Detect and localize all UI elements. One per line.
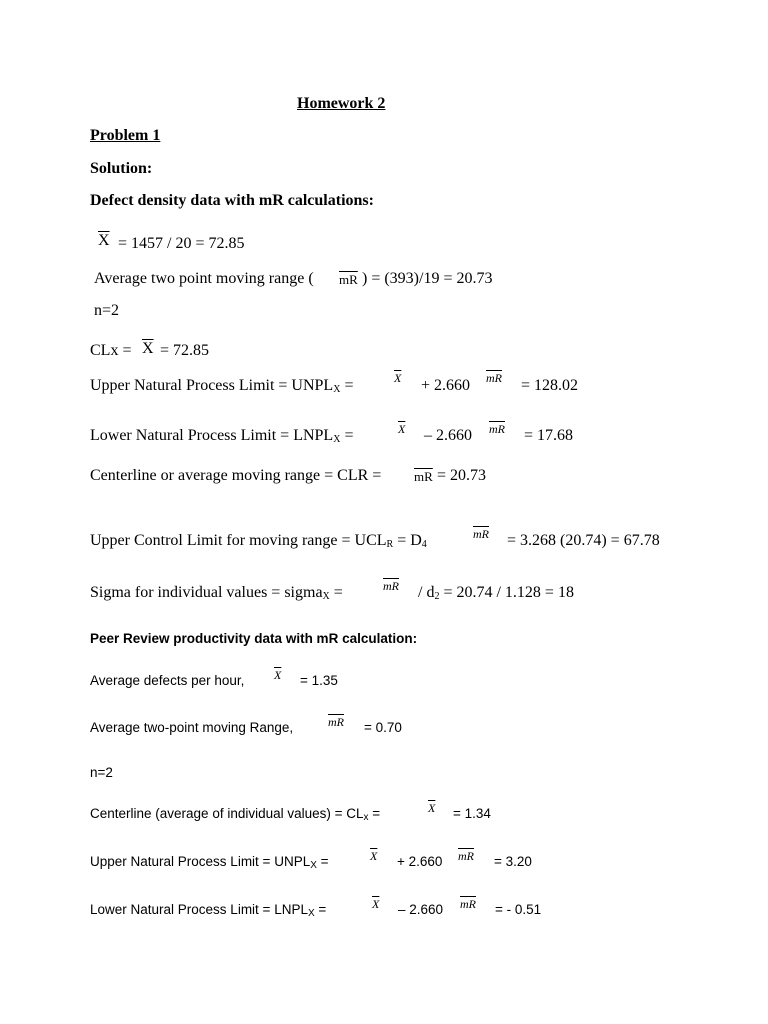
ucl-label: Upper Control Limit for moving range = UCL <box>90 532 387 549</box>
page-title: Homework 2 <box>297 95 386 112</box>
mr-bar-symbol: $\overline{mR}$ <box>414 469 433 484</box>
centerline-value: = 1.34 <box>453 806 491 821</box>
mr-italic-symbol: $\overline{mR}$ <box>458 849 474 863</box>
xbar-italic-symbol: $\overline{X}$ <box>370 849 378 863</box>
sub-4: 4 <box>421 539 427 550</box>
xbar-italic-symbol: $\overline{X}$ <box>398 422 406 436</box>
unpl-operator: + 2.660 <box>397 854 443 869</box>
sub-r: R <box>386 539 394 550</box>
unpl-label: Upper Natural Process Limit = UNPL <box>90 377 334 394</box>
lnpl-result: = 17.68 <box>524 427 574 444</box>
n-value: n=2 <box>94 302 120 319</box>
avg-defects-label: Average defects per hour, <box>90 673 245 688</box>
mr-italic-symbol: $\overline{mR}$ <box>383 579 399 593</box>
section1-heading: Defect density data with mR calculations: <box>90 192 374 209</box>
sigma-eq: = <box>333 584 343 601</box>
xbar-symbol: $\overline{X}$ <box>142 340 154 357</box>
sigma-d: / d <box>418 584 435 601</box>
unpl-label: Upper Natural Process Limit = UNPL <box>90 854 311 869</box>
avg-mr-value: = 0.70 <box>364 720 402 735</box>
mr-bar-symbol: $\overline{mR}$ <box>339 272 358 287</box>
mr-italic-symbol: $\overline{mR}$ <box>473 527 489 541</box>
clr-label: Centerline or average moving range = CLR = <box>90 467 382 484</box>
sub-x: X <box>322 591 330 602</box>
sub-x: X <box>333 384 341 395</box>
sigma-result: = 20.74 / 1.128 = 18 <box>443 584 574 601</box>
unpl-result: = 128.02 <box>521 377 579 394</box>
lnpl-label: Lower Natural Process Limit = LNPL <box>90 902 308 917</box>
problem-heading: Problem 1 <box>90 127 161 144</box>
unpl-eq: = <box>320 854 329 869</box>
avg-mr-label: Average two-point moving Range, <box>90 720 294 735</box>
unpl-value: = 3.20 <box>494 854 532 869</box>
ucl-d: = D <box>397 532 422 549</box>
mr-italic-symbol: $\overline{mR}$ <box>460 897 476 911</box>
mr-italic-symbol: $\overline{mR}$ <box>489 422 505 436</box>
lnpl-value: = - 0.51 <box>495 902 542 917</box>
unpl-eq: = <box>344 377 354 394</box>
avg-mr-label: Average two point moving range ( <box>94 270 314 287</box>
centerline-label: Centerline (average of individual values) = CL <box>90 806 364 821</box>
lnpl-label: Lower Natural Process Limit = LNPL <box>90 427 334 444</box>
xbar-italic-symbol: $\overline{X}$ <box>428 801 436 815</box>
sub-x: X <box>333 434 341 445</box>
n-value: n=2 <box>90 765 113 780</box>
avg-mr-result: ) = (393)/19 = 20.73 <box>362 270 493 287</box>
section2-heading: Peer Review productivity data with mR calculation: <box>90 631 418 646</box>
ucl-result: = 3.268 (20.74) = 67.78 <box>507 532 660 549</box>
solution-label: Solution: <box>90 160 153 177</box>
clr-value: = 20.73 <box>437 467 487 484</box>
xbar-italic-symbol: $\overline{X}$ <box>372 897 380 911</box>
xbar-italic-symbol: $\overline{X}$ <box>394 371 402 385</box>
sub-2: 2 <box>434 591 440 602</box>
sub-x: x <box>363 812 369 823</box>
centerline-eq: = <box>372 806 381 821</box>
unpl-operator: + 2.660 <box>421 377 471 394</box>
sub-x: X <box>307 908 315 919</box>
xbar-italic-symbol: $\overline{X}$ <box>274 668 282 682</box>
xbar-symbol: $\overline{X}$ <box>98 232 110 249</box>
sigma-label: Sigma for individual values = sigma <box>90 584 323 601</box>
avg-defects-value: = 1.35 <box>300 673 338 688</box>
mr-italic-symbol: $\overline{mR}$ <box>486 371 502 385</box>
lnpl-eq: = <box>344 427 354 444</box>
clx-label: CLx = <box>90 342 132 359</box>
xbar-equation: = 1457 / 20 = 72.85 <box>118 235 245 252</box>
lnpl-operator: – 2.660 <box>398 902 444 917</box>
lnpl-eq: = <box>318 902 327 917</box>
mr-italic-symbol: $\overline{mR}$ <box>328 715 344 729</box>
sub-x: X <box>310 860 317 871</box>
clx-value: = 72.85 <box>160 342 210 359</box>
lnpl-operator: – 2.660 <box>424 427 472 444</box>
